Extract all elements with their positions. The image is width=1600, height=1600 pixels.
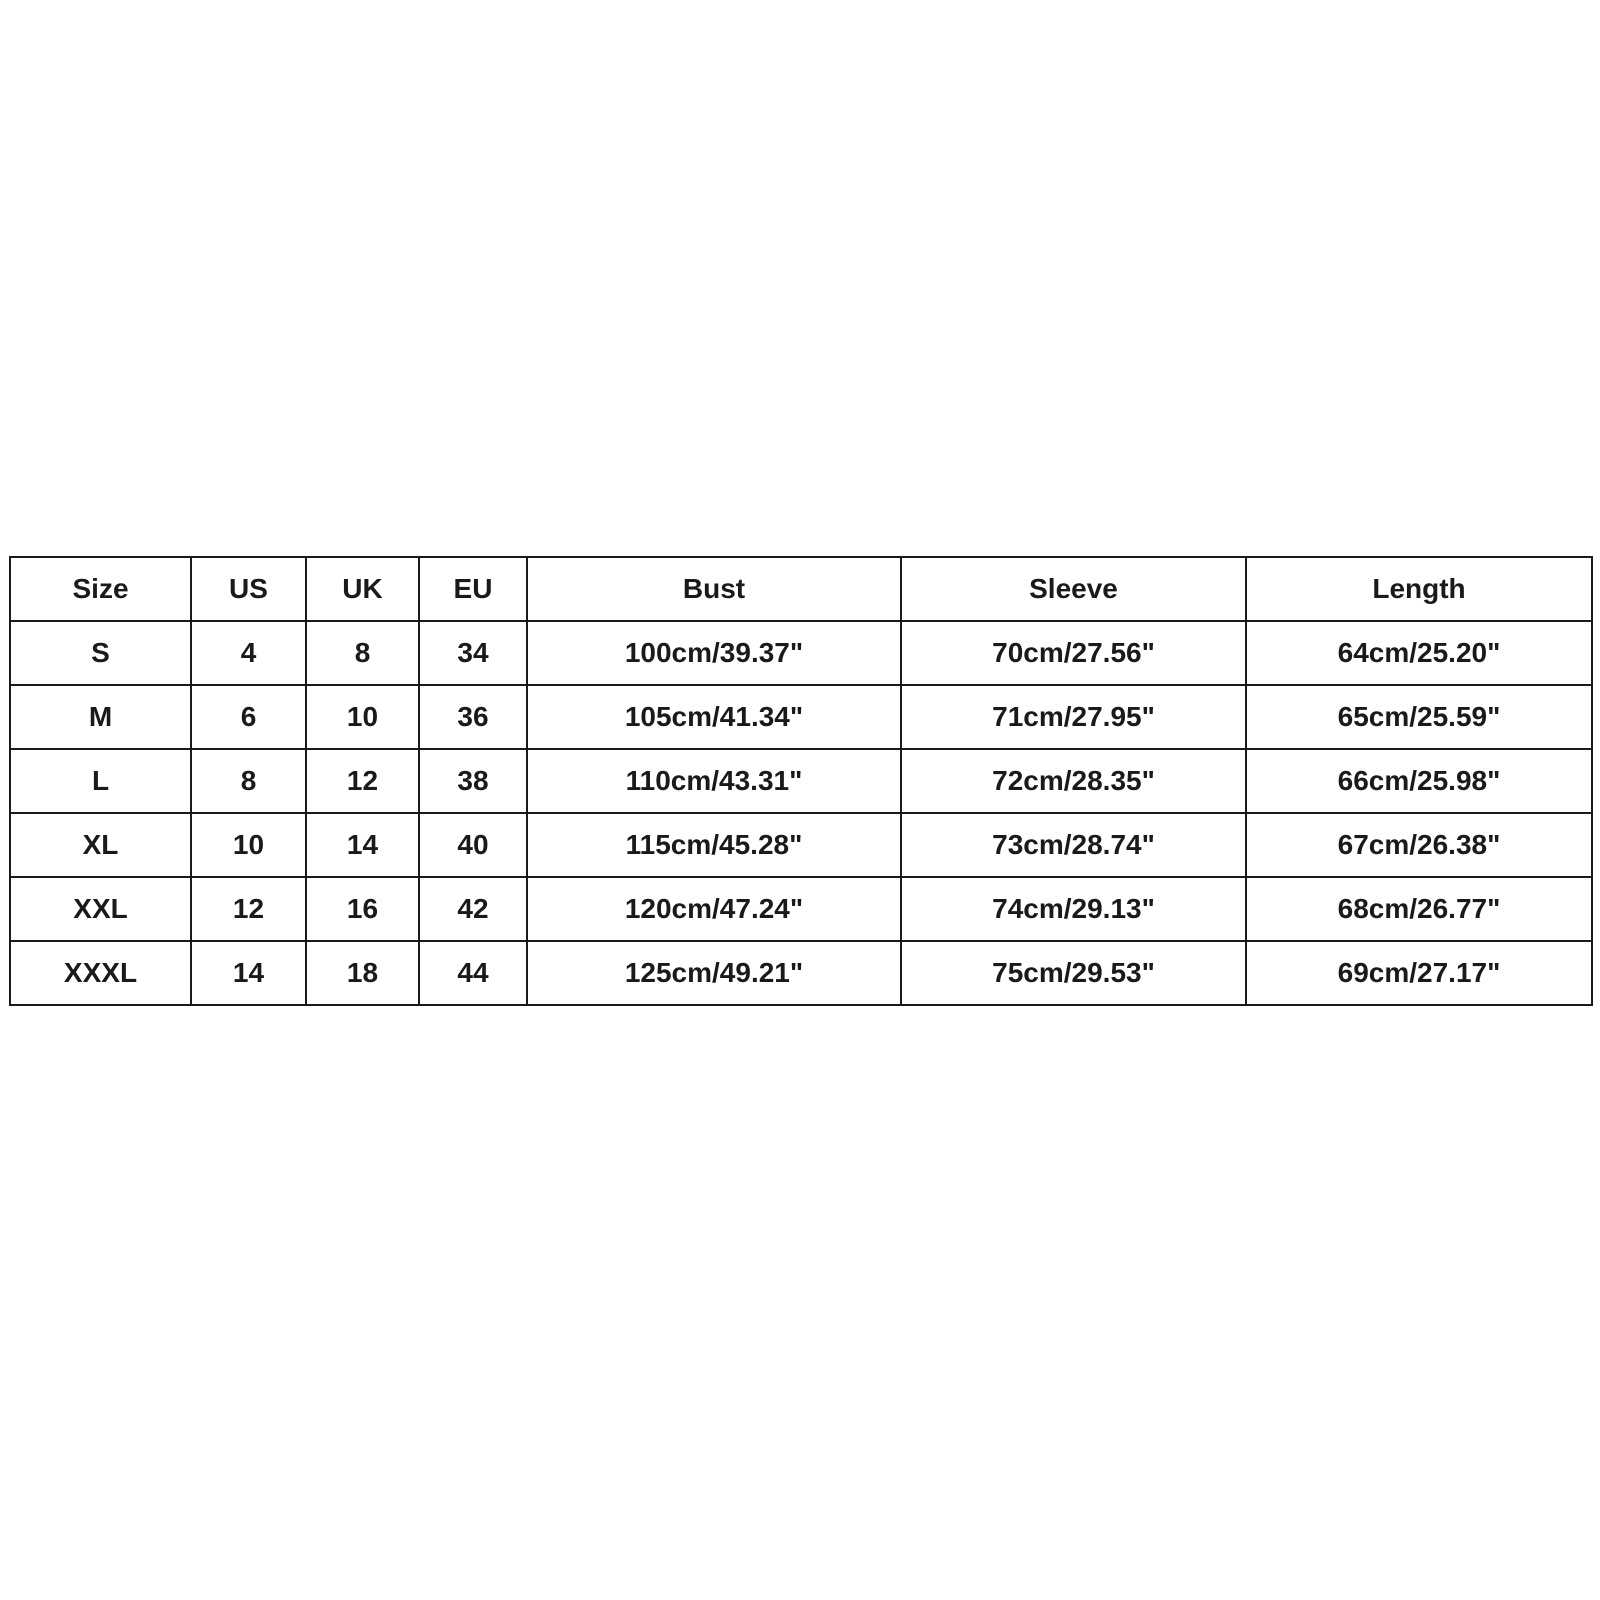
cell-sleeve: 70cm/27.56" xyxy=(901,621,1246,685)
cell-size: M xyxy=(10,685,191,749)
cell-sleeve: 71cm/27.95" xyxy=(901,685,1246,749)
cell-us: 12 xyxy=(191,877,306,941)
cell-eu: 40 xyxy=(419,813,527,877)
cell-us: 6 xyxy=(191,685,306,749)
header-bust: Bust xyxy=(527,557,901,621)
cell-size: L xyxy=(10,749,191,813)
cell-bust: 125cm/49.21" xyxy=(527,941,901,1005)
cell-sleeve: 74cm/29.13" xyxy=(901,877,1246,941)
cell-uk: 14 xyxy=(306,813,419,877)
header-uk: UK xyxy=(306,557,419,621)
cell-uk: 18 xyxy=(306,941,419,1005)
header-length: Length xyxy=(1246,557,1592,621)
cell-bust: 120cm/47.24" xyxy=(527,877,901,941)
cell-eu: 36 xyxy=(419,685,527,749)
cell-eu: 34 xyxy=(419,621,527,685)
table-header-row xyxy=(10,557,1592,621)
cell-us: 10 xyxy=(191,813,306,877)
table-row xyxy=(10,877,1592,941)
size-chart xyxy=(9,556,1591,1006)
header-size: Size xyxy=(10,557,191,621)
cell-uk: 8 xyxy=(306,621,419,685)
table-row xyxy=(10,941,1592,1005)
cell-uk: 10 xyxy=(306,685,419,749)
cell-length: 69cm/27.17" xyxy=(1246,941,1592,1005)
header-us: US xyxy=(191,557,306,621)
cell-bust: 115cm/45.28" xyxy=(527,813,901,877)
cell-size: S xyxy=(10,621,191,685)
cell-uk: 16 xyxy=(306,877,419,941)
cell-length: 67cm/26.38" xyxy=(1246,813,1592,877)
table-row xyxy=(10,749,1592,813)
header-sleeve: Sleeve xyxy=(901,557,1246,621)
table-row xyxy=(10,685,1592,749)
cell-uk: 12 xyxy=(306,749,419,813)
cell-bust: 100cm/39.37" xyxy=(527,621,901,685)
cell-us: 8 xyxy=(191,749,306,813)
cell-us: 4 xyxy=(191,621,306,685)
cell-length: 64cm/25.20" xyxy=(1246,621,1592,685)
cell-sleeve: 73cm/28.74" xyxy=(901,813,1246,877)
cell-sleeve: 72cm/28.35" xyxy=(901,749,1246,813)
cell-length: 66cm/25.98" xyxy=(1246,749,1592,813)
cell-us: 14 xyxy=(191,941,306,1005)
cell-size: XXXL xyxy=(10,941,191,1005)
cell-bust: 110cm/43.31" xyxy=(527,749,901,813)
table-row xyxy=(10,621,1592,685)
table-row xyxy=(10,813,1592,877)
cell-bust: 105cm/41.34" xyxy=(527,685,901,749)
header-eu: EU xyxy=(419,557,527,621)
cell-size: XXL xyxy=(10,877,191,941)
cell-sleeve: 75cm/29.53" xyxy=(901,941,1246,1005)
cell-eu: 44 xyxy=(419,941,527,1005)
cell-eu: 38 xyxy=(419,749,527,813)
cell-eu: 42 xyxy=(419,877,527,941)
cell-size: XL xyxy=(10,813,191,877)
cell-length: 65cm/25.59" xyxy=(1246,685,1592,749)
cell-length: 68cm/26.77" xyxy=(1246,877,1592,941)
size-table xyxy=(9,556,1593,1006)
